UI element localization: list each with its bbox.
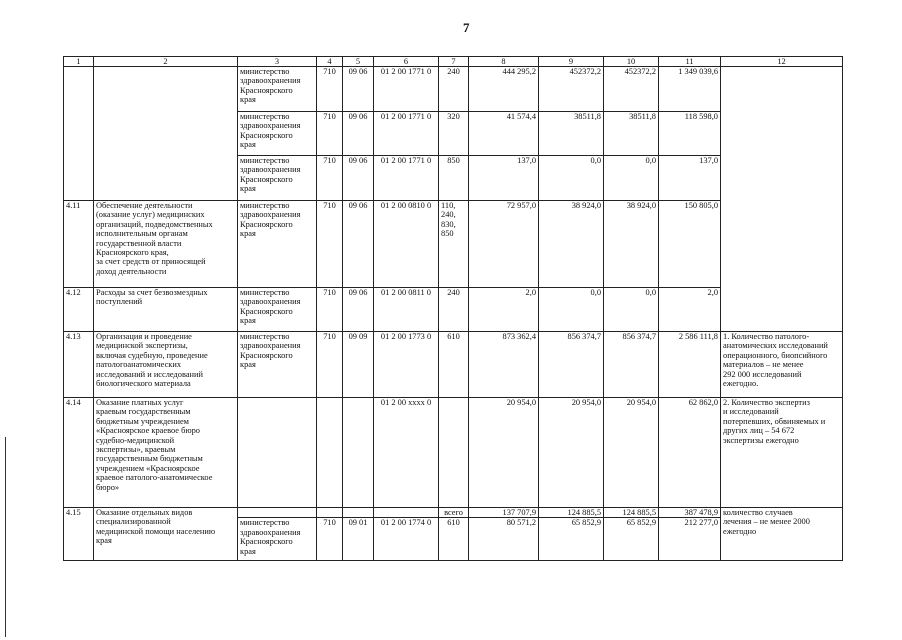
- row-number-cell: 4.15: [64, 508, 94, 561]
- year2-cell: 65 852,9: [539, 518, 604, 561]
- scan-margin-line: [5, 437, 6, 637]
- row-number-cell: 4.13: [64, 332, 94, 398]
- col-header: 8: [469, 57, 539, 67]
- target-article-cell: 01 2 00 0811 0: [374, 288, 439, 332]
- grbs-cell: [317, 508, 343, 518]
- col-header: 1: [64, 57, 94, 67]
- year2-cell: 452372,2: [539, 67, 604, 112]
- expense-type-cell: [439, 398, 469, 508]
- year3-cell: 452372,2: [604, 67, 659, 112]
- ministry-cell: министерство здравоохранения Красноярского края: [238, 288, 317, 332]
- row-number-cell: 4.11: [64, 201, 94, 288]
- row-name-cell: Расходы за счет безвозмездных поступлений: [94, 288, 238, 332]
- ministry-cell: [238, 398, 317, 508]
- grbs-cell: 710: [317, 67, 343, 112]
- col-header: 10: [604, 57, 659, 67]
- section-cell: 09 06: [343, 67, 374, 112]
- row-name-cell: Оказание отдельных видов специализированной медицинской помощи населению края: [94, 508, 238, 561]
- col-header: 7: [439, 57, 469, 67]
- total-cell: 118 598,0: [659, 112, 721, 156]
- year1-cell: 20 954,0: [469, 398, 539, 508]
- year3-cell: 20 954,0: [604, 398, 659, 508]
- year3-cell: 65 852,9: [604, 518, 659, 561]
- section-cell: 09 06: [343, 201, 374, 288]
- year2-cell: 38511,8: [539, 112, 604, 156]
- year3-cell: 856 374,7: [604, 332, 659, 398]
- row-name-cell: [94, 67, 238, 201]
- total-cell: 2,0: [659, 288, 721, 332]
- ministry-cell: министерство здравоохранения Красноярского края: [238, 112, 317, 156]
- ministry-cell: министерство здравоохранения Красноярского края: [238, 67, 317, 112]
- year1-cell: 41 574,4: [469, 112, 539, 156]
- total-cell: 2 586 111,8: [659, 332, 721, 398]
- year3-cell: 38511,8: [604, 112, 659, 156]
- table-row: [64, 508, 843, 518]
- total-cell: 212 277,0: [659, 518, 721, 561]
- result-cell: 2. Количество экспертиз и исследований потерпевших, обвиняемых и других лиц – 54 672 экспертизы ежегодно: [721, 398, 843, 508]
- year1-cell: 137 707,9: [469, 508, 539, 518]
- row-name-cell: Оказание платных услуг краевым государственным бюджетным учреждением «Красноярское краевое бюро судебно-медицинской экспертизы», краевым государственным бюджетным учреждением «Красноярское краевое патолого-анатомическое бюро»: [94, 398, 238, 508]
- year3-cell: 38 924,0: [604, 201, 659, 288]
- ministry-cell: министерство здравоохранения Красноярского края: [238, 201, 317, 288]
- col-header: 5: [343, 57, 374, 67]
- section-cell: 09 06: [343, 288, 374, 332]
- section-cell: 09 09: [343, 332, 374, 398]
- total-cell: 1 349 039,6: [659, 67, 721, 112]
- total-cell: 387 478,9: [659, 508, 721, 518]
- target-article-cell: [374, 508, 439, 518]
- col-header: 9: [539, 57, 604, 67]
- year2-cell: 20 954,0: [539, 398, 604, 508]
- target-article-cell: 01 2 00 1771 0: [374, 156, 439, 201]
- col-header: 3: [238, 57, 317, 67]
- year3-cell: 124 885,5: [604, 508, 659, 518]
- expense-type-cell: 240: [439, 67, 469, 112]
- year1-cell: 2,0: [469, 288, 539, 332]
- section-cell: 09 01: [343, 518, 374, 561]
- target-article-cell: 01 2 00 1774 0: [374, 518, 439, 561]
- year2-cell: 856 374,7: [539, 332, 604, 398]
- year1-cell: 444 295,2: [469, 67, 539, 112]
- year1-cell: 72 957,0: [469, 201, 539, 288]
- col-header: 2: [94, 57, 238, 67]
- page-number: 7: [463, 20, 470, 35]
- table-row: [64, 398, 843, 508]
- program-table: [63, 56, 843, 561]
- col-header: 12: [721, 57, 843, 67]
- column-number-header: [64, 57, 843, 67]
- expense-type-cell: 110, 240, 830, 850: [439, 201, 469, 288]
- grbs-cell: 710: [317, 288, 343, 332]
- ministry-cell: министерство здравоохранения Красноярского края: [238, 156, 317, 201]
- grbs-cell: 710: [317, 112, 343, 156]
- grbs-cell: 710: [317, 201, 343, 288]
- expense-type-cell: 610: [439, 332, 469, 398]
- table-row: [64, 67, 843, 112]
- year2-cell: 124 885,5: [539, 508, 604, 518]
- section-cell: 09 06: [343, 156, 374, 201]
- total-cell: 62 862,0: [659, 398, 721, 508]
- ministry-cell: министерство здравоохранения Красноярского края: [238, 518, 317, 561]
- year3-cell: 0,0: [604, 156, 659, 201]
- year1-cell: 873 362,4: [469, 332, 539, 398]
- target-article-cell: 01 2 00 0810 0: [374, 201, 439, 288]
- target-article-cell: 01 2 00 1771 0: [374, 67, 439, 112]
- grbs-cell: [317, 398, 343, 508]
- expense-type-cell: 320: [439, 112, 469, 156]
- ministry-cell: [238, 508, 317, 518]
- target-article-cell: 01 2 00 1773 0: [374, 332, 439, 398]
- target-article-cell: 01 2 00 xxxx 0: [374, 398, 439, 508]
- row-number-cell: [64, 67, 94, 201]
- year2-cell: 0,0: [539, 156, 604, 201]
- expense-type-cell: 850: [439, 156, 469, 201]
- target-article-cell: 01 2 00 1771 0: [374, 112, 439, 156]
- year1-cell: 137,0: [469, 156, 539, 201]
- row-number-cell: 4.14: [64, 398, 94, 508]
- ministry-cell: министерство здравоохранения Красноярского края: [238, 332, 317, 398]
- grbs-cell: 710: [317, 332, 343, 398]
- year3-cell: 0,0: [604, 288, 659, 332]
- grbs-cell: 710: [317, 518, 343, 561]
- total-cell: 137,0: [659, 156, 721, 201]
- result-cell: 1. Количество патолого- анатомических исследований операционного, биопсийного материалов – не менее 292 000 исследований ежегодно.: [721, 332, 843, 398]
- expense-type-cell: 610: [439, 518, 469, 561]
- row-name-cell: Обеспечение деятельности (оказание услуг) медицинских организаций, подведомственных исполнительным органам государственной власти Красноярского края, за счет средств от приносящей доход деятельности: [94, 201, 238, 288]
- col-header: 6: [374, 57, 439, 67]
- total-cell: 150 805,0: [659, 201, 721, 288]
- grbs-cell: 710: [317, 156, 343, 201]
- year1-cell: 80 571,2: [469, 518, 539, 561]
- col-header: 4: [317, 57, 343, 67]
- result-cell: [721, 67, 843, 332]
- expense-type-cell: всего: [439, 508, 469, 518]
- row-number-cell: 4.12: [64, 288, 94, 332]
- expense-type-cell: 240: [439, 288, 469, 332]
- table-row: [64, 332, 843, 398]
- section-cell: [343, 508, 374, 518]
- section-cell: 09 06: [343, 112, 374, 156]
- result-cell: количество случаев лечения – не менее 2000 ежегодно: [721, 508, 843, 561]
- year2-cell: 0,0: [539, 288, 604, 332]
- year2-cell: 38 924,0: [539, 201, 604, 288]
- section-cell: [343, 398, 374, 508]
- row-name-cell: Организация и проведение медицинской экспертизы, включая судебную, проведение патологоанатомических исследований и исследований биологического материала: [94, 332, 238, 398]
- col-header: 11: [659, 57, 721, 67]
